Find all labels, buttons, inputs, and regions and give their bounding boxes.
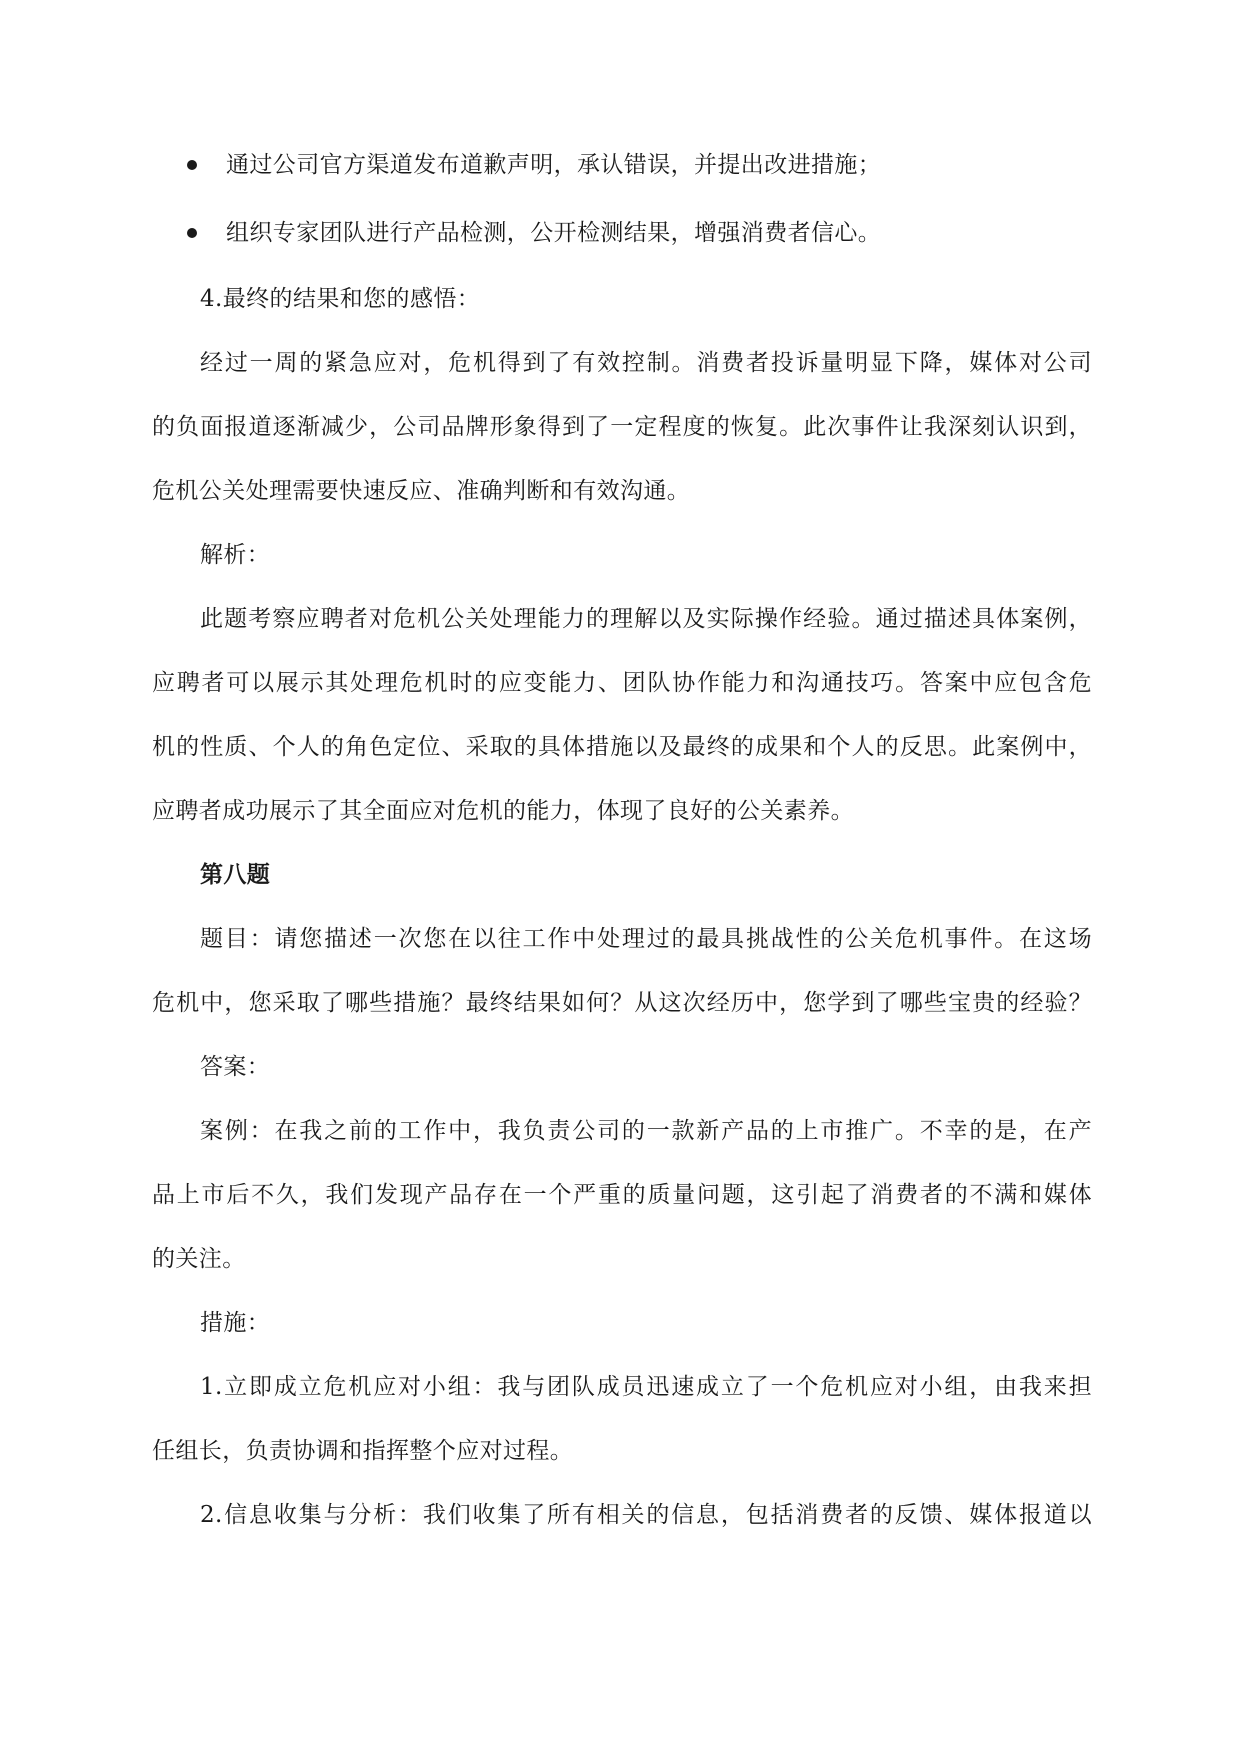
bullet-item: 组织专家团队进行产品检测，公开检测结果，增强消费者信心。 bbox=[226, 220, 882, 246]
bullet-icon bbox=[187, 160, 197, 170]
case-line: 的关注。 bbox=[152, 1246, 246, 1272]
paragraph-line: 机的性质、个人的角色定位、采取的具体措施以及最终的成果和个人的反思。此案例中， bbox=[152, 734, 1092, 760]
analysis-heading: 解析： bbox=[200, 542, 271, 568]
paragraph-line: 危机公关处理需要快速反应、准确判断和有效沟通。 bbox=[152, 478, 691, 504]
measure-step-line: 2.信息收集与分析：我们收集了所有相关的信息，包括消费者的反馈、媒体报道以 bbox=[200, 1502, 1092, 1528]
paragraph-line: 此题考察应聘者对危机公关处理能力的理解以及实际操作经验。通过描述具体案例， bbox=[200, 606, 1092, 632]
case-line: 案例：在我之前的工作中，我负责公司的一款新产品的上市推广。不幸的是，在产 bbox=[200, 1118, 1092, 1144]
question-prompt-line: 危机中，您采取了哪些措施？最终结果如何？从这次经历中，您学到了哪些宝贵的经验？ bbox=[152, 990, 1092, 1016]
paragraph-line: 经过一周的紧急应对，危机得到了有效控制。消费者投诉量明显下降，媒体对公司 bbox=[200, 350, 1092, 376]
measure-step-line: 任组长，负责协调和指挥整个应对过程。 bbox=[152, 1438, 574, 1464]
answer-label: 答案： bbox=[200, 1054, 271, 1080]
paragraph-line: 应聘者成功展示了其全面应对危机的能力，体现了良好的公关素养。 bbox=[152, 798, 854, 824]
measure-step-line: 1.立即成立危机应对小组：我与团队成员迅速成立了一个危机应对小组，由我来担 bbox=[200, 1374, 1092, 1400]
bullet-icon bbox=[187, 228, 197, 238]
bullet-item: 通过公司官方渠道发布道歉声明，承认错误，并提出改进措施； bbox=[226, 152, 882, 178]
section-heading: 4.最终的结果和您的感悟： bbox=[200, 286, 481, 312]
question-prompt-line: 题目：请您描述一次您在以往工作中处理过的最具挑战性的公关危机事件。在这场 bbox=[200, 926, 1092, 952]
case-line: 品上市后不久，我们发现产品存在一个严重的质量问题，这引起了消费者的不满和媒体 bbox=[152, 1182, 1092, 1208]
paragraph-line: 的负面报道逐渐减少，公司品牌形象得到了一定程度的恢复。此次事件让我深刻认识到， bbox=[152, 414, 1092, 440]
measures-label: 措施： bbox=[200, 1310, 271, 1336]
paragraph-line: 应聘者可以展示其处理危机时的应变能力、团队协作能力和沟通技巧。答案中应包含危 bbox=[152, 670, 1092, 696]
question-title: 第八题 bbox=[200, 861, 271, 888]
